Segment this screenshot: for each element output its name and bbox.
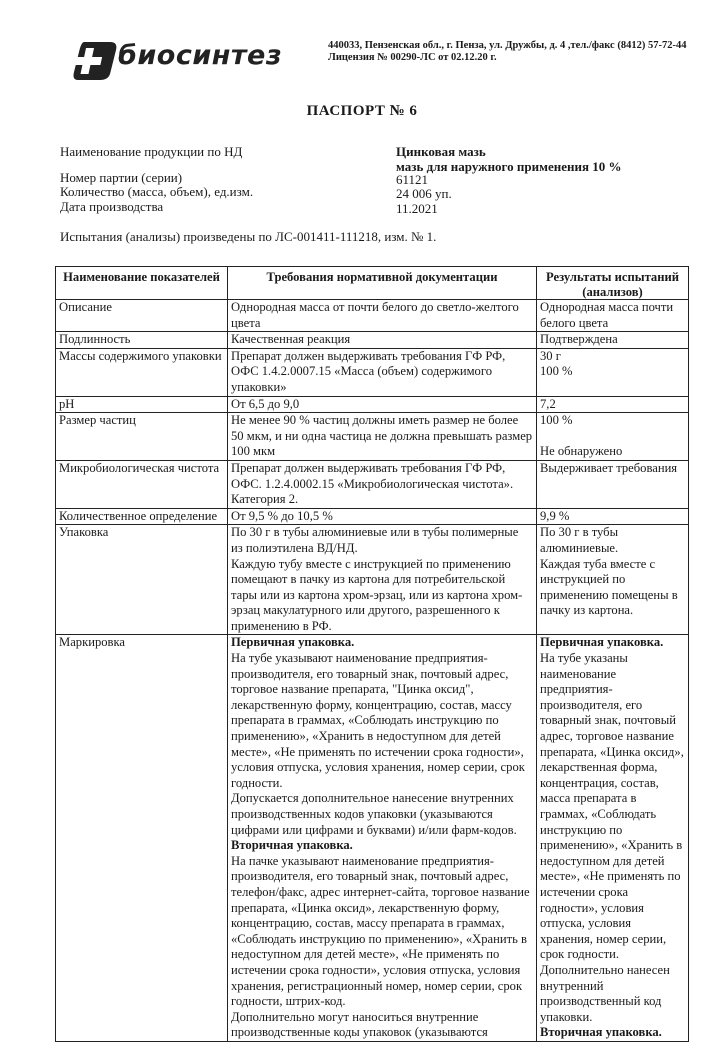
row-result: По 30 г в тубы алюминиевые. Каждая туба вместе с инструкцией по применению помещены в пачку из картона. bbox=[537, 525, 689, 635]
table-row bbox=[56, 396, 689, 413]
table-row bbox=[56, 508, 689, 525]
primary-package-heading: Первичная упаковка. bbox=[231, 635, 355, 650]
page-title: ПАСПОРТ № 6 bbox=[306, 103, 418, 119]
row-result: Подтверждена bbox=[537, 332, 689, 349]
product-name: Цинковая мазь bbox=[396, 144, 486, 159]
product-form: мазь для наружного применения 10 % bbox=[396, 159, 622, 174]
table-row bbox=[56, 525, 689, 635]
row-result: 100 % Не обнаружено bbox=[537, 413, 689, 461]
row-result: Выдерживает требования bbox=[537, 460, 689, 508]
additional-codes-text: Допускается дополнительное нанесение внутренних производственных кодов упаковки (указываются цифрами или цифрами и буквами) и/или фарм-кодов. bbox=[231, 791, 517, 837]
row-requirement: Не менее 90 % частиц должны иметь размер не более 50 мкм, и ни одна частица не должна превышать размер 100 мкм bbox=[228, 413, 537, 461]
row-name: Размер частиц bbox=[56, 413, 228, 461]
header-name: Наименование показателей bbox=[56, 267, 228, 300]
row-result: 30 г 100 % bbox=[537, 348, 689, 396]
batch-label: Номер партии (серии) bbox=[60, 170, 183, 185]
marking-result bbox=[537, 635, 689, 1041]
table-row bbox=[56, 348, 689, 396]
secondary-package-heading: Вторичная упаковка. bbox=[540, 1025, 662, 1040]
row-name: Микробиологическая чистота bbox=[56, 460, 228, 508]
date-label: Дата производства bbox=[60, 199, 164, 214]
marking-requirement bbox=[228, 635, 537, 1041]
row-requirement: От 9,5 % до 10,5 % bbox=[228, 508, 537, 525]
row-name: pH bbox=[56, 396, 228, 413]
row-result: 9,9 % bbox=[537, 508, 689, 525]
batch-value: 61121 bbox=[396, 172, 429, 187]
table-row bbox=[56, 300, 689, 332]
row-name: Упаковка bbox=[56, 525, 228, 635]
row-requirement: По 30 г в тубы алюминиевые или в тубы полимерные из полиэтилена ВД/НД. Каждую тубу вместе с инструкцией по применению помещают в пачку из картона для потребительской тары или из картона хром-эрзац, или из картона хром-эрзац макулатурного или другого, разрешенного к применению в РФ. bbox=[228, 525, 537, 635]
row-name: Подлинность bbox=[56, 332, 228, 349]
date-value: 11.2021 bbox=[396, 201, 438, 216]
primary-package-text: На тубе указывают наименование предприятия-производителя, его товарный знак, почтовый адрес, торговое название препарата, "Цинка оксид", лекарственную форму, концентрацию, состав, массу препарата в граммах, «Соблюдать инструкцию по применению», «Хранить в недоступном для детей месте», «Не применять по истечении срока годности», условия отпуска, условия хранения, номер серии, срок годности. bbox=[231, 651, 525, 790]
additional-code-result: Дополнительно нанесен внутренний производственный код упаковки. bbox=[540, 962, 670, 1024]
row-requirement: Качественная реакция bbox=[228, 332, 537, 349]
row-requirement: Препарат должен выдерживать требования ГФ РФ, ОФС 1.4.2.0007.15 «Масса (объем) содержимого упаковки» bbox=[228, 348, 537, 396]
row-name: Описание bbox=[56, 300, 228, 332]
logo-text: биосинтез bbox=[118, 40, 283, 71]
row-requirement: От 6,5 до 9,0 bbox=[228, 396, 537, 413]
row-name: Маркировка bbox=[56, 635, 228, 1041]
table-row bbox=[56, 460, 689, 508]
quantity-label: Количество (масса, объем), ед.изм. bbox=[60, 184, 254, 199]
row-requirement: Препарат должен выдерживать требования ГФ РФ, ОФС. 1.2.4.0002.15 «Микробиологическая чистота». Категория 2. bbox=[228, 460, 537, 508]
table-row-marking bbox=[56, 635, 689, 1041]
additional-codes-text-2: Дополнительно могут наноситься внутренние производственные коды упаковок (указываются bbox=[231, 1009, 488, 1040]
row-result: 7,2 bbox=[537, 396, 689, 413]
table-header-row bbox=[56, 267, 689, 300]
table-row bbox=[56, 332, 689, 349]
row-name: Массы содержимого упаковки bbox=[56, 348, 228, 396]
primary-package-result: На тубе указаны наименование предприятия-производителя, его товарный знак, почтовый адрес, торговое название препарата, «Цинка оксид», лекарственная форма, концентрация, состав, масса препарата в граммах, «Соблюдать инструкцию по применению», «Хранить в недоступном для детей месте», «Не применять по истечении срока годности», условия отпуска, условия хранения, номер серии, срок годности. bbox=[540, 651, 684, 962]
row-name: Количественное определение bbox=[56, 508, 228, 525]
quality-table bbox=[55, 266, 689, 1042]
secondary-package-text: На пачке указывают наименование предприятия-производителя, его товарный знак, почтовый адрес, телефон/факс, адрес интернет-сайта, торговое название препарата, «Цинка оксид», лекарственную форму, концентрацию, состав, массу препарата в граммах, «Соблюдать инструкцию по применению», «Хранить в недоступном для детей месте», «Не применять по истечении срока годности», условия отпуска, условия хранения, регистрационный номер, номер серии, срок годности, штрих-код. bbox=[231, 853, 530, 1009]
product-label: Наименование продукции по НД bbox=[60, 144, 243, 159]
company-address: 440033, Пензенская обл., г. Пенза, ул. Дружбы, д. 4 ,тел./факс (8412) 57-72-44 bbox=[328, 40, 687, 51]
medical-cross-icon bbox=[74, 42, 117, 80]
table-row bbox=[56, 413, 689, 461]
company-license: Лицензия № 00290-ЛС от 02.12.20 г. bbox=[328, 52, 497, 63]
secondary-package-heading: Вторичная упаковка. bbox=[231, 838, 353, 853]
tests-line: Испытания (анализы) произведены по ЛС-001411-111218, изм. № 1. bbox=[60, 229, 437, 244]
row-result: Однородная масса почти белого цвета bbox=[537, 300, 689, 332]
header-requirements: Требования нормативной документации bbox=[228, 267, 537, 300]
quantity-value: 24 006 уп. bbox=[396, 186, 452, 201]
header-results: Результаты испытаний (анализов) bbox=[537, 267, 689, 300]
primary-package-heading: Первичная упаковка. bbox=[540, 635, 664, 650]
row-requirement: Однородная масса от почти белого до светло-желтого цвета bbox=[228, 300, 537, 332]
